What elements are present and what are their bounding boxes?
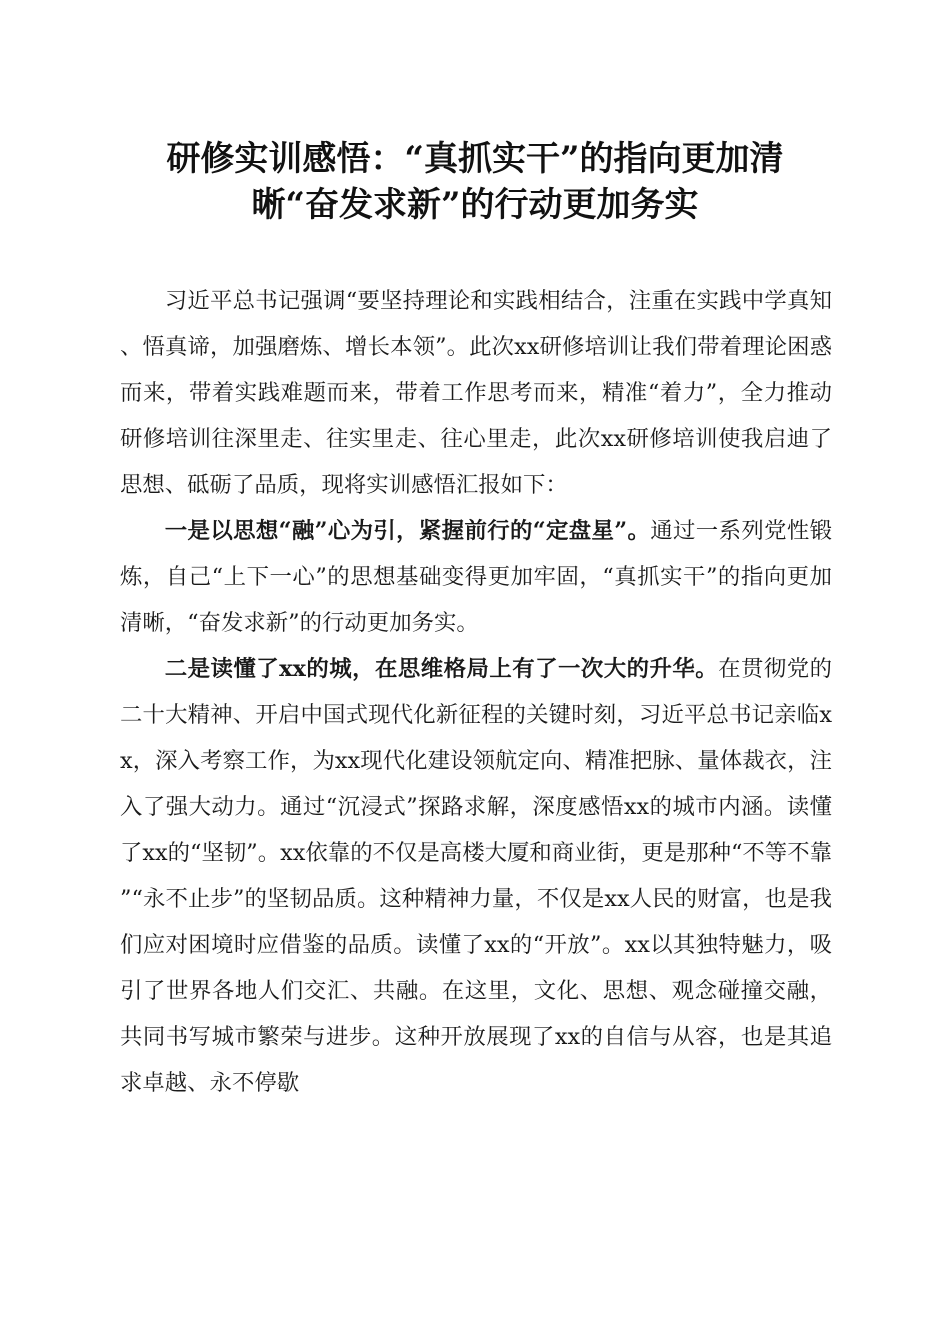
document-title xyxy=(90,136,860,228)
document-body xyxy=(120,278,832,1106)
paragraph-intro xyxy=(120,278,832,508)
paragraph-text: 在贯彻党的二十大精神、开启中国式现代化新征程的关键时刻，习近平总书记亲临xx，深入考察工作，为xx现代化建设领航定向、精准把脉、量体裁衣，注入了强大动力。通过“沉浸式”探路求解，深度感悟xx的城市内涵。读懂了xx的“坚韧”。xx依靠的不仅是高楼大厦和商业街，更是那种“不等不靠”“永不止步”的坚韧品质。这种精神力量，不仅是xx人民的财富，也是我们应对困境时应借鉴的品质。读懂了xx的“开放”。xx以其独特魅力，吸引了世界各地人们交汇、共融。在这里，文化、思想、观念碰撞交融，共同书写城市繁荣与进步。这种开放展现了xx的自信与从容，也是其追求卓越、永不停歇 xyxy=(120,656,832,1096)
paragraph-point-1 xyxy=(120,508,832,646)
paragraph-lead: 一是以思想“融”心为引，紧握前行的“定盘星”。 xyxy=(164,518,651,544)
paragraph-text: 习近平总书记强调“要坚持理论和实践相结合，注重在实践中学真知、悟真谛，加强磨炼、增长本领”。此次xx研修培训让我们带着理论困惑而来，带着实践难题而来，带着工作思考而来，精准“着力”，全力推动研修培训往深里走、往实里走、往心里走，此次xx研修培训使我启迪了思想、砥砺了品质，现将实训感悟汇报如下： xyxy=(120,288,832,498)
title-line-1: 研修实训感悟：“真抓实干”的指向更加清 xyxy=(166,139,784,179)
paragraph-text: 通过一系列党性锻炼，自己“上下一心”的思想基础变得更加牢固，“真抓实干”的指向更加清晰，“奋发求新”的行动更加务实。 xyxy=(120,518,833,636)
paragraph-lead: 二是读懂了xx的城，在思维格局上有了一次大的升华。 xyxy=(164,656,719,682)
title-line-2: 晰“奋发求新”的行动更加务实 xyxy=(251,185,699,225)
paragraph-point-2 xyxy=(120,646,832,1106)
